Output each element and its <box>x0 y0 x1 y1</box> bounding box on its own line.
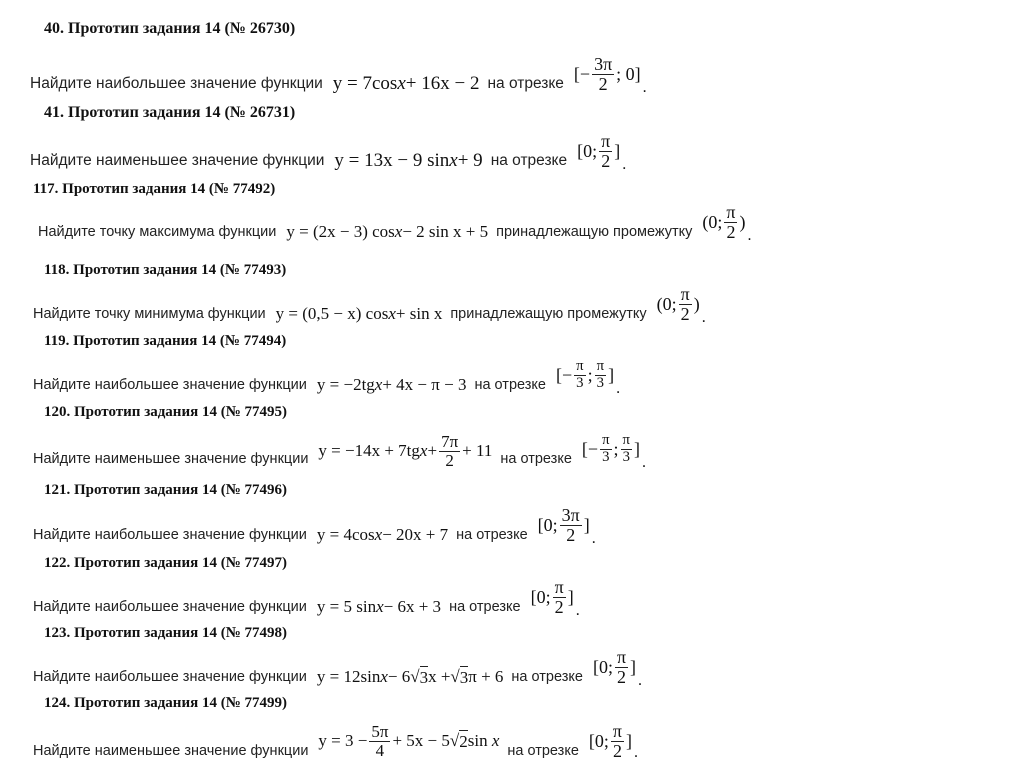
interval <box>702 203 745 242</box>
frac-den: 4 <box>375 740 385 760</box>
interval-close: ; 0] <box>616 63 641 84</box>
interval-fraction <box>595 359 606 391</box>
task-tail: на отрезке <box>487 75 564 92</box>
interval-open: [0; <box>537 514 558 535</box>
frac-num: 7π <box>441 431 459 451</box>
interval-fraction <box>679 285 692 324</box>
formula <box>334 150 482 172</box>
frac-den: 2 <box>612 740 622 761</box>
task-lead: Найдите наименьшее значение функции <box>33 743 309 759</box>
formula-var: x <box>419 441 428 460</box>
formula-part: y = 4cos <box>316 525 375 544</box>
task-tail: на отрезке <box>511 669 583 685</box>
frac-den: 2 <box>617 666 626 687</box>
frac-num: 3π <box>561 504 580 525</box>
interval-open: [− <box>555 364 573 385</box>
formula-part: y = −2tg <box>316 375 375 394</box>
frac-den: 2 <box>680 303 690 324</box>
frac-den: 2 <box>445 450 454 470</box>
frac-den: 3 <box>596 374 605 391</box>
task-lead: Найдите наибольшее значение функции <box>33 669 307 685</box>
formula-part: + 5x − 5 <box>392 731 450 750</box>
task-lead: Найдите наименьшее значение функции <box>30 152 325 169</box>
problem-task-117 <box>38 201 752 260</box>
task-lead: Найдите наименьшее значение функции <box>33 451 309 467</box>
interval-separator: ; <box>587 364 593 385</box>
frac-num: π <box>601 130 611 151</box>
problem-heading-120: 120. Прототип задания 14 (№ 77495) <box>44 404 288 420</box>
formula-var: x <box>380 667 388 686</box>
formula-part: − 2 sin x + 5 <box>402 222 489 241</box>
frac-num: 3π <box>594 53 613 74</box>
formula-part: − 6x + 3 <box>383 597 442 616</box>
formula-fraction <box>439 433 460 470</box>
formula <box>317 375 467 395</box>
interval-fraction <box>553 578 566 617</box>
interval-close: ) <box>739 211 746 232</box>
formula-part: − 6 <box>387 667 411 686</box>
frac-num: 5π <box>371 721 389 741</box>
interval-close: ] <box>626 730 632 751</box>
interval <box>574 55 641 94</box>
sqrt-radicand: 2 <box>459 732 468 751</box>
interval-close: ] <box>583 514 590 535</box>
interval-close: ] <box>614 140 621 161</box>
frac-num: π <box>596 358 605 374</box>
formula-part: + sin x <box>395 304 443 323</box>
task-tail: на отрезке <box>500 451 572 467</box>
interval-fraction <box>724 203 737 242</box>
interval <box>657 285 700 324</box>
interval-open: [0; <box>577 140 598 161</box>
task-tail: на отрезке <box>456 527 528 543</box>
interval <box>582 433 640 465</box>
formula-var: x <box>394 222 403 241</box>
interval-fraction <box>621 433 632 465</box>
frac-num: π <box>680 283 690 304</box>
formula-part: − 20x + 7 <box>382 525 449 544</box>
formula <box>333 73 480 95</box>
problem-heading-124: 124. Прототип задания 14 (№ 77499) <box>44 695 288 711</box>
formula-part: y = (0,5 − x) cos <box>275 304 389 323</box>
frac-num: π <box>612 720 622 741</box>
problem-heading-40: 40. Прототип задания 14 (№ 26730) <box>44 20 296 37</box>
interval-open: [0; <box>592 656 613 677</box>
formula <box>317 525 448 545</box>
interval <box>556 359 614 391</box>
interval-close: ] <box>608 364 615 385</box>
interval-open: [0; <box>530 586 551 607</box>
period: . <box>616 380 621 397</box>
formula-var: x <box>376 597 384 616</box>
interval-close: ] <box>633 438 640 459</box>
interval-close: ) <box>693 293 700 314</box>
period: . <box>638 672 643 689</box>
frac-den: 3 <box>576 374 584 391</box>
interval-fraction <box>560 506 582 545</box>
interval-open: [− <box>573 63 591 84</box>
interval-fraction <box>615 648 628 687</box>
task-tail: на отрезке <box>474 377 546 393</box>
formula-var: x <box>374 375 383 394</box>
task-tail: на отрезке <box>449 599 521 615</box>
formula-part: y = (2x − 3) cos <box>286 222 395 241</box>
formula <box>318 433 492 470</box>
formula-var: x <box>449 150 458 171</box>
frac-den: 3 <box>602 448 610 465</box>
interval-fraction <box>592 55 614 94</box>
task-tail: на отрезке <box>490 152 568 169</box>
frac-num: π <box>554 576 564 597</box>
interval <box>577 132 620 171</box>
interval-fraction <box>611 722 624 761</box>
interval-fraction <box>574 359 585 391</box>
frac-den: 3 <box>622 448 630 465</box>
task-lead: Найдите наибольшее значение функции <box>30 75 323 92</box>
frac-num: π <box>622 432 630 448</box>
task-lead: Найдите наибольшее значение функции <box>33 527 307 543</box>
period: . <box>634 744 638 761</box>
problem-heading-117: 117. Прототип задания 14 (№ 77492) <box>33 181 276 197</box>
formula-part: y = 7cos <box>332 73 398 94</box>
formula-part: + <box>427 441 438 460</box>
task-tail: на отрезке <box>507 743 579 759</box>
formula-part: y = 5 sin <box>316 597 377 616</box>
formula-part: + 11 <box>462 441 493 460</box>
problem-heading-121: 121. Прототип задания 14 (№ 77496) <box>44 482 288 498</box>
task-tail: принадлежащую промежутку <box>450 306 647 322</box>
frac-den: 2 <box>598 73 608 94</box>
formula-var: x <box>388 304 396 323</box>
formula-var: x <box>374 525 383 544</box>
interval-close: ] <box>630 656 637 677</box>
formula <box>276 304 443 324</box>
task-lead: Найдите наибольшее значение функции <box>33 377 307 393</box>
formula-part: + 4x − π − 3 <box>382 375 467 394</box>
interval-open: [0; <box>588 730 609 751</box>
frac-den: 2 <box>554 596 564 617</box>
task-lead: Найдите точку максимума функции <box>38 224 277 240</box>
formula: y = 3 − $\frac{5\pi}{4}$ + 5x − 5 √ 2 sin x <box>318 721 500 760</box>
problem-task-124 <box>33 715 638 767</box>
frac-den: 2 <box>566 524 576 545</box>
task-lead: Найдите точку минимума функции <box>33 306 266 322</box>
frac-num: π <box>602 432 610 448</box>
problem-heading-41: 41. Прототип задания 14 (№ 26731) <box>44 104 296 121</box>
formula: y = 12sin x − 6 √ 3 x + √ 3 π + 6 <box>316 667 504 687</box>
period: . <box>622 156 627 173</box>
interval-separator: ; <box>613 438 619 459</box>
problem-heading-119: 119. Прототип задания 14 (№ 77494) <box>44 333 287 349</box>
period: . <box>701 309 706 326</box>
formula-var: x <box>397 73 406 94</box>
interval-close: ] <box>567 586 574 607</box>
interval-fraction <box>600 433 611 465</box>
formula-part: x + <box>428 667 451 686</box>
period: . <box>591 530 596 547</box>
period: . <box>747 227 752 244</box>
formula-part: y = 12sin <box>316 667 381 686</box>
problem-heading-122: 122. Прототип задания 14 (№ 77497) <box>44 555 288 571</box>
frac-num: π <box>726 201 736 222</box>
interval-open: (0; <box>702 211 723 232</box>
task-tail: принадлежащую промежутку <box>496 224 693 240</box>
frac-den: 2 <box>726 221 736 242</box>
interval-fraction <box>599 132 612 171</box>
sqrt-radicand: 3 <box>419 668 429 687</box>
problem-heading-123: 123. Прототип задания 14 (№ 77498) <box>44 625 288 641</box>
interval <box>538 506 590 545</box>
formula-fraction <box>369 723 390 760</box>
formula <box>286 222 488 242</box>
formula-part: + 9 <box>457 150 483 171</box>
frac-num: π <box>616 646 627 667</box>
formula-part: π + 6 <box>468 667 504 686</box>
interval-open: (0; <box>656 293 677 314</box>
sqrt-radicand: 3 <box>459 668 469 687</box>
period: . <box>575 602 580 619</box>
interval <box>593 648 636 687</box>
formula-part: + 16x − 2 <box>405 73 480 94</box>
formula-part: sin <box>467 731 488 750</box>
frac-den: 2 <box>601 150 611 171</box>
task-lead: Найдите наибольшее значение функции <box>33 599 307 615</box>
formula-var: x <box>491 731 500 750</box>
formula <box>317 597 441 617</box>
period: . <box>642 79 647 96</box>
formula-part: y = −14x + 7tg <box>318 441 420 460</box>
frac-num: π <box>576 358 584 374</box>
period: . <box>641 454 646 471</box>
interval <box>531 578 574 617</box>
interval-open: [− <box>581 438 599 459</box>
formula-part: y = 13x − 9 sin <box>334 150 450 171</box>
formula-part: y = 3 − <box>318 731 368 750</box>
interval <box>589 722 632 761</box>
problem-heading-118: 118. Прототип задания 14 (№ 77493) <box>44 262 287 278</box>
